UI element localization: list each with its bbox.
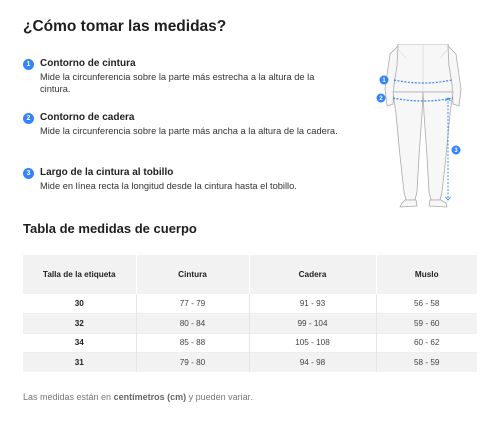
- table-header-row: [23, 255, 477, 294]
- step-number-badge: 2: [23, 113, 34, 124]
- thigh-cell: 60 - 62: [376, 333, 477, 353]
- thigh-cell: 59 - 60: [376, 314, 477, 334]
- step-description: Mide en línea recta la longitud desde la cintura hasta el tobillo.: [40, 181, 297, 191]
- table-row: [23, 314, 477, 334]
- units-note: [23, 392, 253, 402]
- hip-cell: 99 - 104: [249, 314, 376, 334]
- step-title: Contorno de cadera: [40, 112, 135, 123]
- table-row: [23, 294, 477, 314]
- step-title: Contorno de cintura: [40, 58, 136, 69]
- size-cell: 30: [23, 294, 136, 314]
- header-size-label: Talla de la etiqueta: [23, 255, 136, 294]
- hip-cell: 91 - 93: [249, 294, 376, 314]
- size-cell: 34: [23, 333, 136, 353]
- size-cell: 31: [23, 353, 136, 373]
- step-title: Largo de la cintura al tobillo: [40, 167, 174, 178]
- hip-cell: 94 - 98: [249, 353, 376, 373]
- header-hip: Cadera: [249, 255, 376, 294]
- size-cell: 32: [23, 314, 136, 334]
- step-number-badge: 1: [23, 59, 34, 70]
- table-row: [23, 353, 477, 373]
- waist-cell: 77 - 79: [136, 294, 249, 314]
- step-number-badge: 3: [23, 168, 34, 179]
- waist-cell: 80 - 84: [136, 314, 249, 334]
- svg-text:3: 3: [454, 148, 458, 155]
- units-note-unit: centímetros (cm): [113, 392, 187, 402]
- page-title: ¿Cómo tomar las medidas?: [23, 18, 227, 35]
- step-description: Mide la circunferencia sobre la parte más estrecha a la altura de la cintura.: [40, 72, 315, 94]
- marker-3: [452, 146, 461, 155]
- size-table-title: Tabla de medidas de cuerpo: [23, 221, 197, 236]
- header-thigh: Muslo: [376, 255, 477, 294]
- svg-text:1: 1: [382, 78, 386, 85]
- thigh-cell: 58 - 59: [376, 353, 477, 373]
- waist-cell: 85 - 88: [136, 333, 249, 353]
- units-note-prefix: Las medidas están en: [23, 392, 114, 402]
- size-table: [23, 255, 477, 372]
- units-note-suffix: y pueden variar.: [186, 392, 253, 402]
- svg-text:2: 2: [379, 96, 383, 103]
- hip-cell: 105 - 108: [249, 333, 376, 353]
- thigh-cell: 56 - 58: [414, 299, 440, 308]
- table-row: [23, 333, 477, 353]
- marker-1: [380, 76, 389, 85]
- step-description: Mide la circunferencia sobre la parte más ancha a la altura de la cadera.: [40, 126, 338, 136]
- header-waist: Cintura: [136, 255, 249, 294]
- marker-2: [377, 94, 386, 103]
- waist-cell: 79 - 80: [136, 353, 249, 373]
- body-figure-illustration: [368, 44, 478, 216]
